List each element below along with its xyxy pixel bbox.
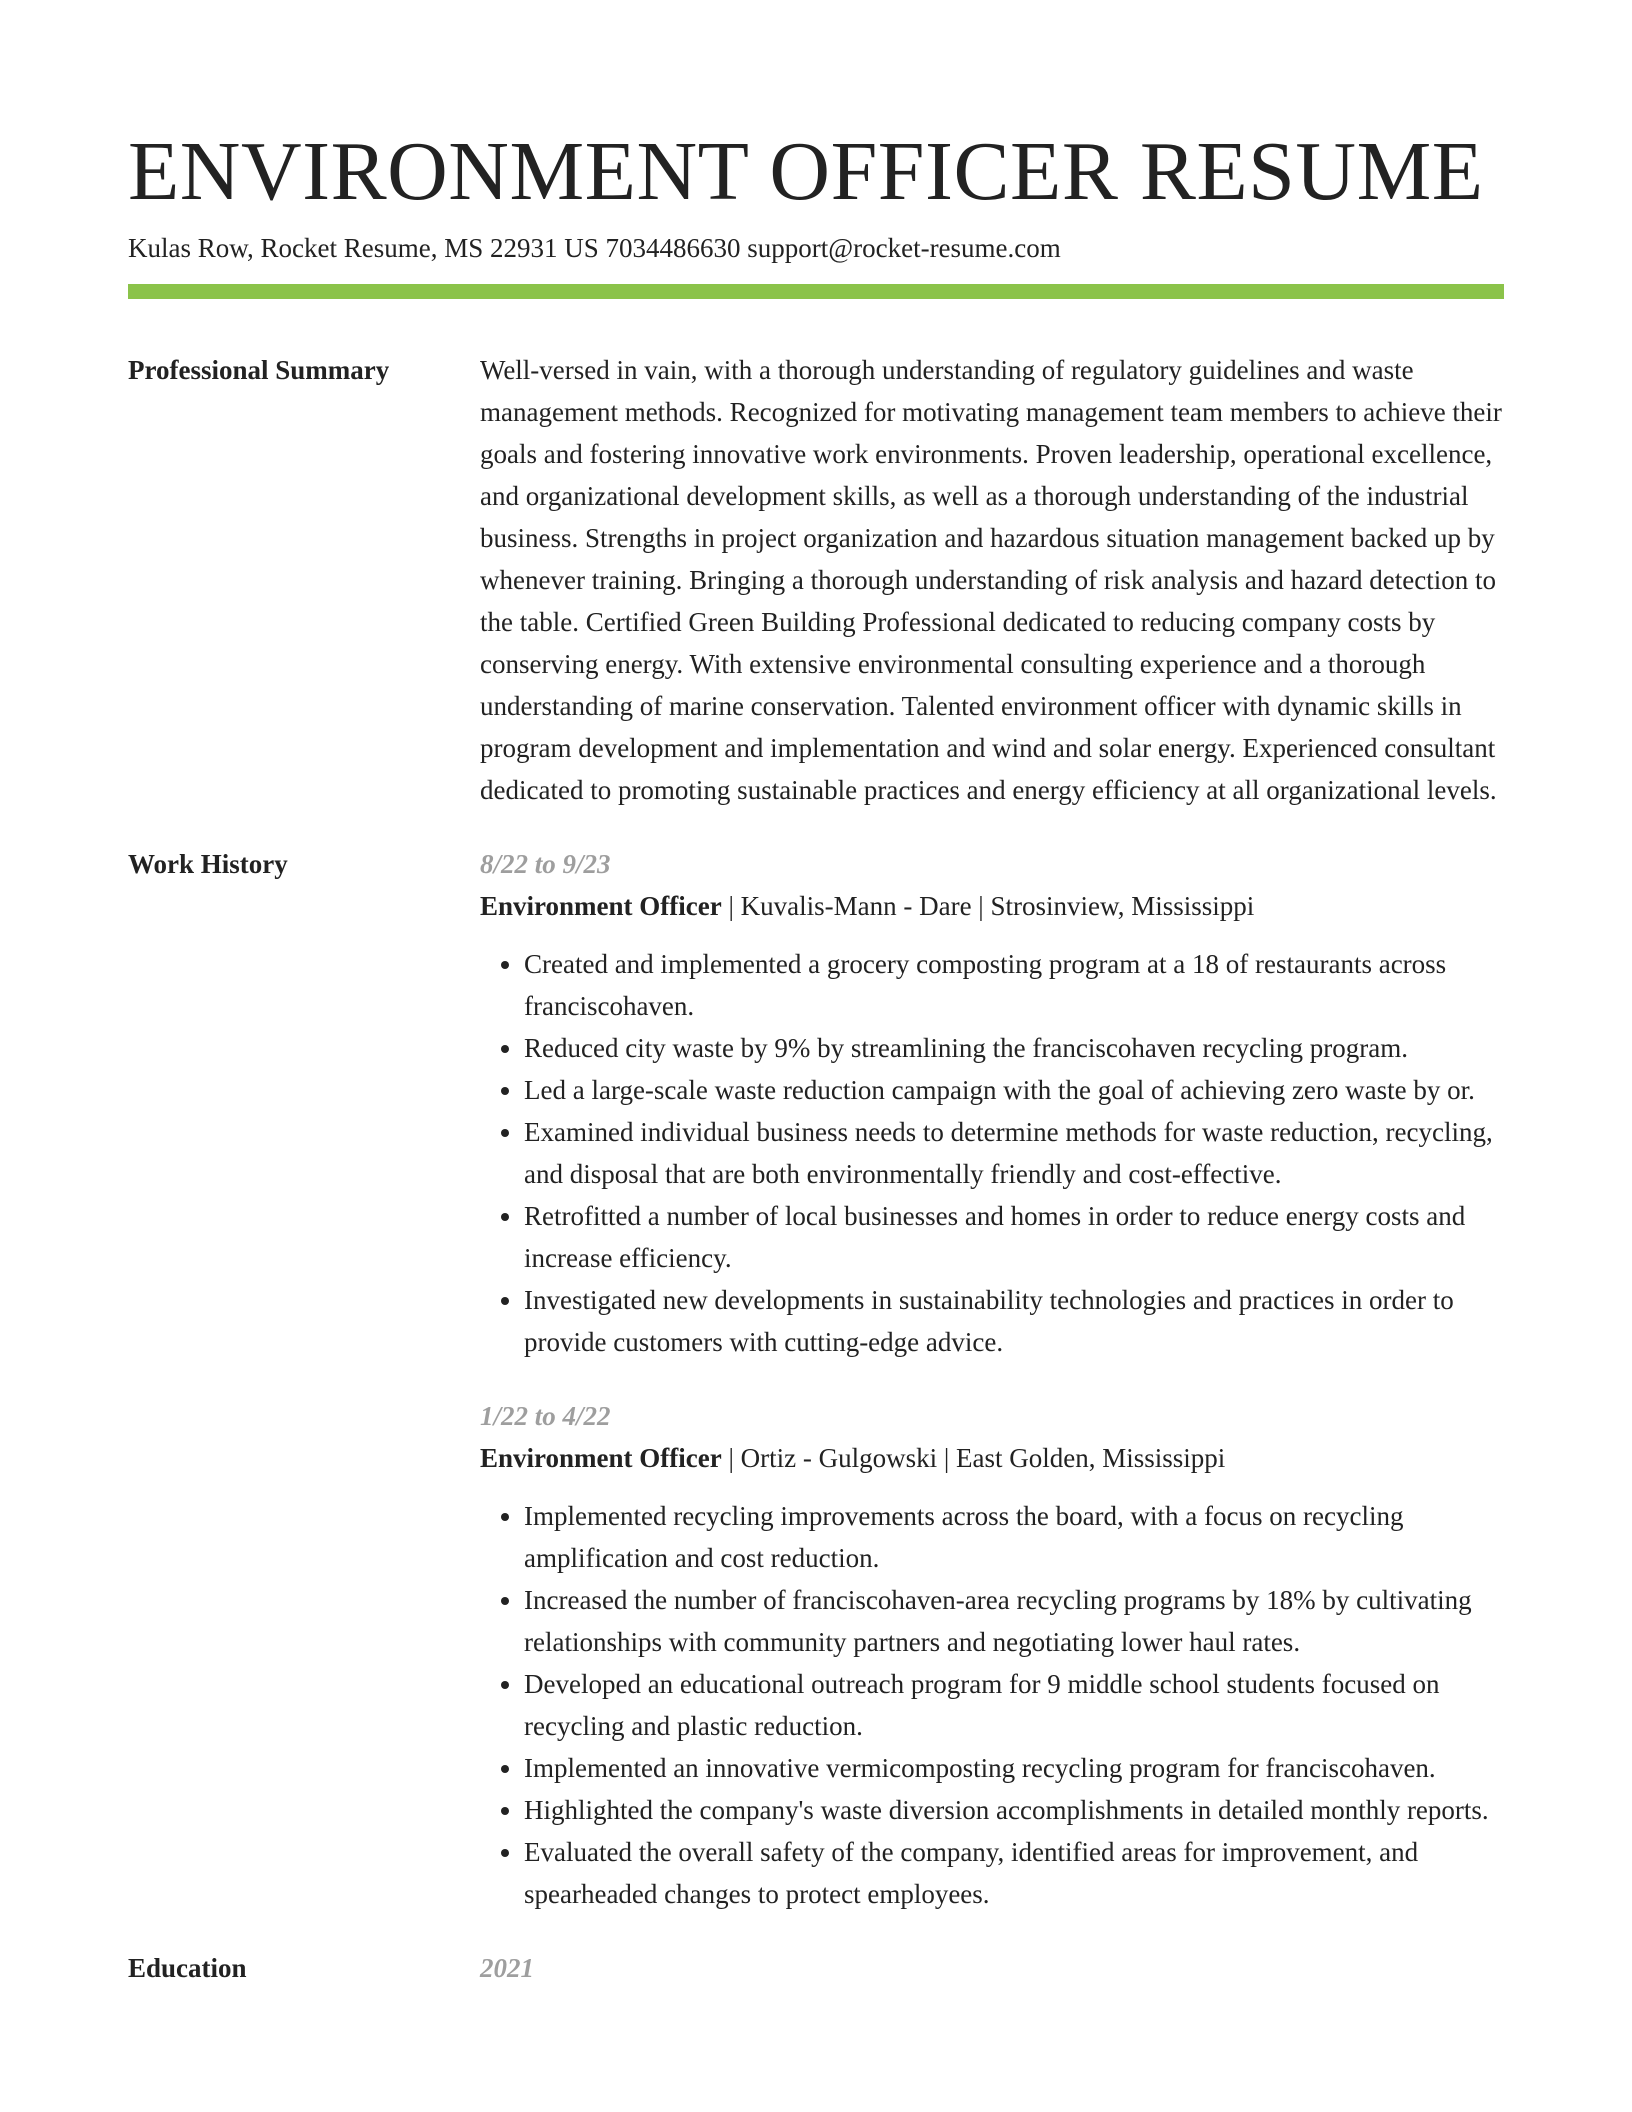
job-bullet: • Investigated new developments in sustainability technologies and practices in order to provide customers with cutting-edge advice.: [524, 1279, 1504, 1363]
job-bullet: • Increased the number of franciscohaven-area recycling programs by 18% by cultivating relationships with community partners and negotiating lower haul rates.: [524, 1579, 1504, 1663]
resume-page: [128, 0, 1504, 1989]
accent-divider: [128, 284, 1504, 299]
job-dates: 1/22 to 4/22: [480, 1401, 611, 1431]
job-bullet: • Developed an educational outreach program for 9 middle school students focused on recycling and plastic reduction.: [524, 1663, 1504, 1747]
job-employer-location: | Kuvalis-Mann - Dare | Strosinview, Mississippi: [721, 891, 1255, 921]
job-bullet: • Highlighted the company's waste diversion accomplishments in detailed monthly reports.: [524, 1789, 1504, 1831]
resume-title: ENVIRONMENT OFFICER RESUME: [128, 125, 1484, 218]
job-bullet: • Implemented recycling improvements across the board, with a focus on recycling amplification and cost reduction.: [524, 1495, 1504, 1579]
job-entry: [480, 843, 1504, 1363]
work-history-section: [128, 843, 1504, 1915]
job-title: Environment Officer: [480, 1443, 722, 1473]
section-heading-education: Education: [128, 1953, 247, 1983]
summary-text: Well-versed in vain, with a thorough understanding of regulatory guidelines and waste management methods. Recognized for motivating management team members to achieve their goals and fostering innovative work environments. Proven leadership, operational excellence, and organizational development skills, as well as a thorough understanding of the industrial business. Strengths in project organization and hazardous situation management backed up by whenever training. Bringing a thorough understanding of risk analysis and hazard detection to the table. Certified Green Building Professional dedicated to reducing company costs by conserving energy. With extensive environmental consulting experience and a thorough understanding of marine conservation. Talented environment officer with dynamic skills in program development and implementation and wind and solar energy. Experienced consultant dedicated to promoting sustainable practices and energy efficiency at all organizational levels.: [480, 355, 1502, 805]
education-body: [480, 1947, 1504, 1989]
job-entry: [480, 1395, 1504, 1915]
education-section: [128, 1947, 1504, 1989]
professional-summary-section: [128, 349, 1504, 811]
job-dates: 8/22 to 9/23: [480, 849, 611, 879]
job-bullet: • Reduced city waste by 9% by streamlining the franciscohaven recycling program.: [524, 1027, 1504, 1069]
job-bullet: • Led a large-scale waste reduction campaign with the goal of achieving zero waste by or.: [524, 1069, 1504, 1111]
job-employer-location: | Ortiz - Gulgowski | East Golden, Mississippi: [721, 1443, 1226, 1473]
job-bullet: • Evaluated the overall safety of the company, identified areas for improvement, and spearheaded changes to protect employees.: [524, 1831, 1504, 1915]
job-heading: [480, 885, 1504, 927]
section-heading-work-history: Work History: [128, 849, 288, 879]
job-bullet-list: [480, 943, 1504, 1363]
job-title: Environment Officer: [480, 891, 722, 921]
job-bullet: • Examined individual business needs to determine methods for waste reduction, recycling, and disposal that are both environmentally friendly and cost-effective.: [524, 1111, 1504, 1195]
job-heading: [480, 1437, 1504, 1479]
job-bullet-list: [480, 1495, 1504, 1915]
job-bullet: • Implemented an innovative vermicomposting recycling program for franciscohaven.: [524, 1747, 1504, 1789]
work-history-body: [480, 843, 1504, 1915]
contact-line: Kulas Row, Rocket Resume, MS 22931 US 7034486630 support@rocket-resume.com: [128, 233, 1061, 263]
job-bullet: • Created and implemented a grocery composting program at a 18 of restaurants across franciscohaven.: [524, 943, 1504, 1027]
section-heading-summary: Professional Summary: [128, 355, 390, 385]
education-dates: 2021: [480, 1953, 534, 1983]
job-bullet: • Retrofitted a number of local businesses and homes in order to reduce energy costs and increase efficiency.: [524, 1195, 1504, 1279]
